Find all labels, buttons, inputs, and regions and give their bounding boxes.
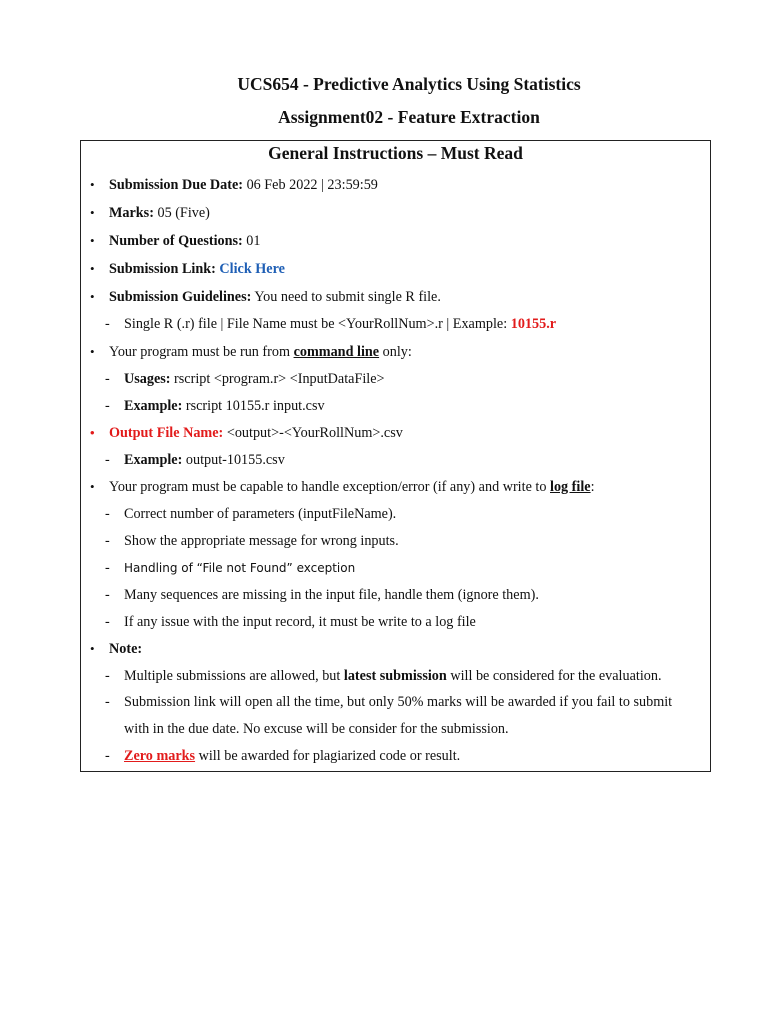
dash-marker: -	[105, 506, 110, 522]
sub-item-usages: - Usages: rscript <program.r> <InputDataFile>	[105, 371, 385, 387]
bullet-icon: •	[90, 177, 95, 192]
dash-marker: -	[105, 398, 110, 414]
dash-marker: -	[105, 371, 110, 387]
list-item-guidelines: • Submission Guidelines: You need to submit single R file.	[90, 289, 441, 305]
sub-item-exc-5: - If any issue with the input record, it must be write to a log file	[105, 614, 476, 630]
sub-item-single-r: - Single R (.r) file | File Name must be <YourRollNum>.r | Example: 10155.r	[105, 316, 557, 332]
instructions-heading: General Instructions – Must Read	[268, 143, 523, 163]
document-title: UCS654 - Predictive Analytics Using Statistics	[237, 74, 581, 94]
sub-item-exc-2: - Show the appropriate message for wrong inputs.	[105, 533, 399, 549]
bullet-icon: •	[90, 289, 95, 304]
sub-item-example-output: - Example: output-10155.csv	[105, 452, 285, 468]
sub-item-note-2: - Submission link will open all the time, but only 50% marks will be awarded if you fail to submit	[105, 694, 673, 710]
list-item-run: • Your program must be run from command line only:	[90, 344, 412, 360]
bullet-icon: •	[90, 479, 95, 494]
bullet-icon: •	[90, 641, 95, 656]
bullet-icon: •	[90, 344, 95, 359]
dash-marker: -	[105, 694, 110, 710]
dash-marker: -	[105, 614, 110, 630]
dash-marker: -	[105, 560, 110, 576]
bullet-icon: •	[90, 205, 95, 220]
sub-item-exc-1: - Correct number of parameters (inputFileName).	[105, 506, 397, 522]
dash-marker: -	[105, 587, 110, 603]
bullet-icon: •	[90, 233, 95, 248]
sub-item-note-3: - Zero marks will be awarded for plagiarized code or result.	[105, 748, 461, 764]
sub-item-example-run: - Example: rscript 10155.r input.csv	[105, 398, 325, 414]
list-item-due-date: • Submission Due Date: 06 Feb 2022 | 23:59:59	[90, 177, 378, 193]
list-item-note: • Note:	[90, 641, 143, 657]
dash-marker: -	[105, 533, 110, 549]
bullet-icon: •	[90, 425, 95, 440]
dash-marker: -	[105, 452, 110, 468]
dash-marker: -	[105, 748, 110, 764]
list-item-questions: • Number of Questions: 01	[90, 233, 261, 249]
list-item-output-file: • Output File Name: <output>-<YourRollNum>.csv	[90, 425, 403, 441]
list-item-submission-link: • Submission Link: Click Here	[90, 261, 285, 277]
sub-item-exc-4: - Many sequences are missing in the input file, handle them (ignore them).	[105, 587, 539, 603]
sub-item-exc-3: - Handling of “File not Found” exception	[105, 560, 356, 576]
document-subtitle: Assignment02 - Feature Extraction	[278, 107, 540, 127]
list-item-exception: • Your program must be capable to handle exception/error (if any) and write to log file:	[90, 479, 595, 495]
dash-marker: -	[105, 668, 110, 684]
list-item-marks: • Marks: 05 (Five)	[90, 205, 210, 221]
bullet-icon: •	[90, 261, 95, 276]
submission-link[interactable]: Click Here	[215, 261, 285, 277]
dash-marker: -	[105, 316, 110, 332]
sub-item-note-2-cont: with in the due date. No excuse will be consider for the submission.	[124, 721, 509, 737]
sub-item-note-1: - Multiple submissions are allowed, but latest submission will be considered for the evaluation.	[105, 668, 662, 684]
